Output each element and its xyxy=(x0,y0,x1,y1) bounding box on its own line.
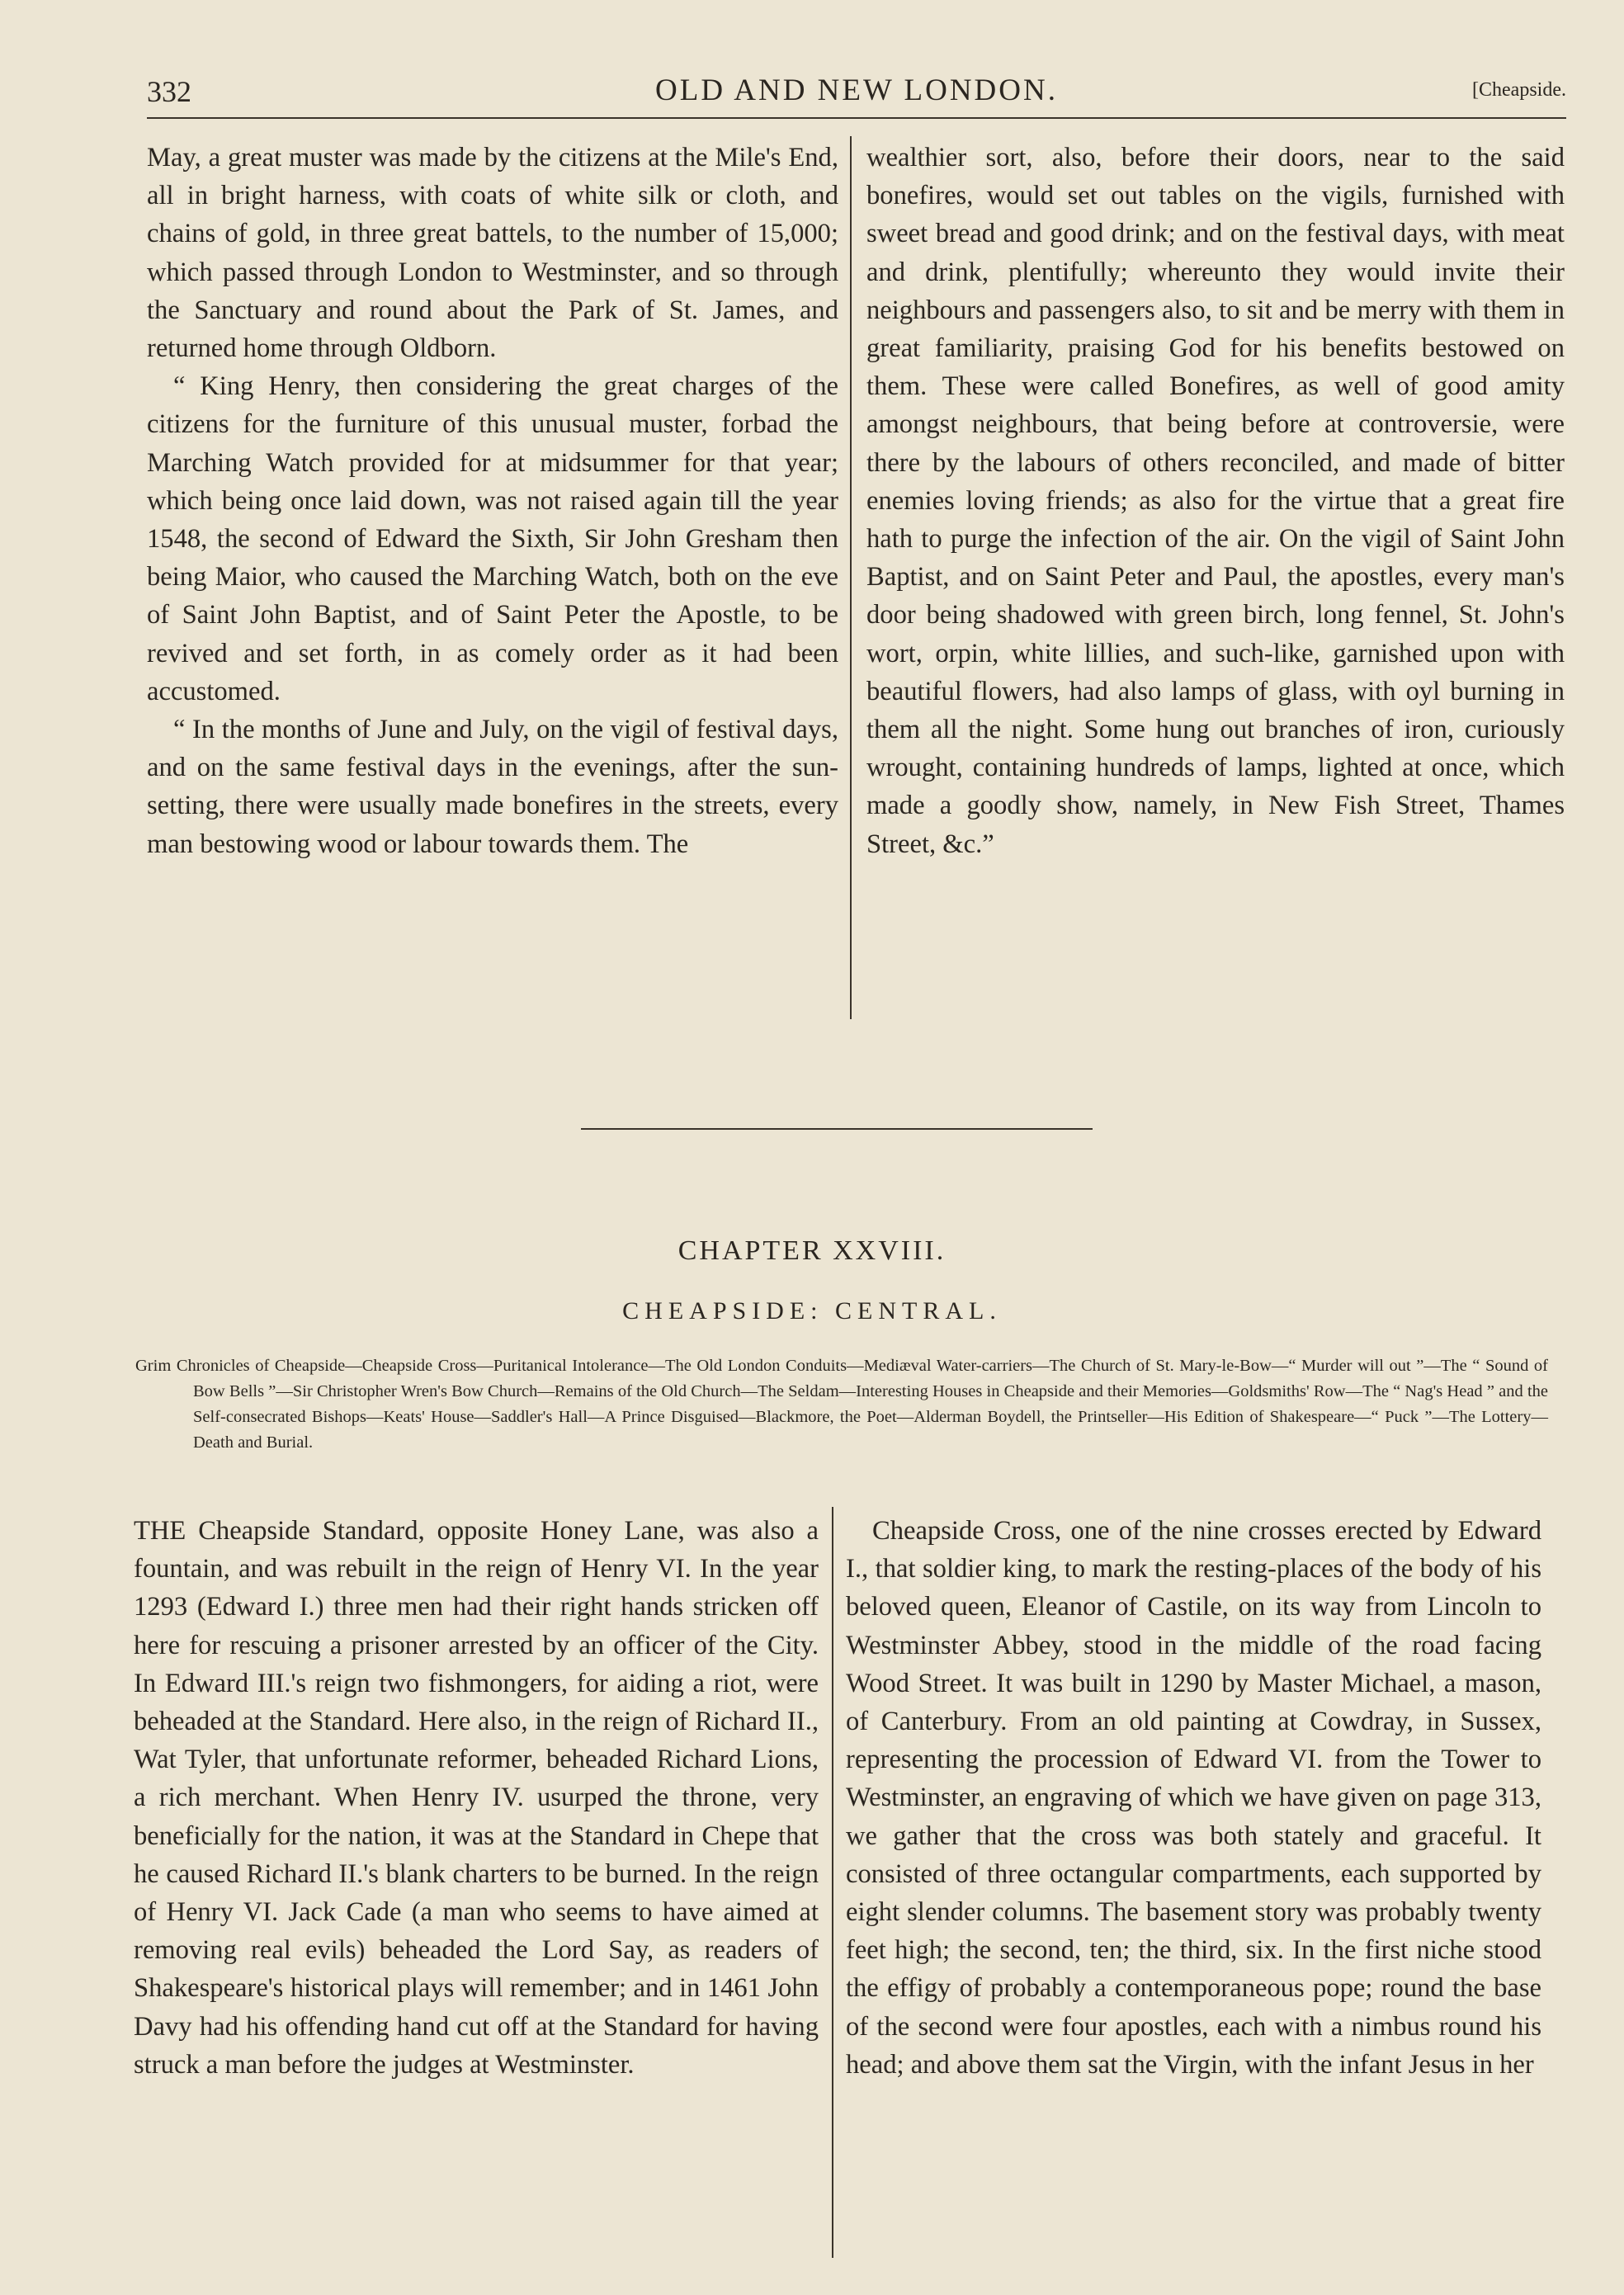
chapter-synopsis xyxy=(135,1353,1548,1456)
paragraph: wealthier sort, also, before their doors, near to the said bonefires, would set out tables on the vigils, furnished with sweet bread and good drink; and on the festival days, with meat and drink, plentifully; whereunto they would invite their neighbours and passengers also, to sit and be merry with them in great familiarity, praising God for his benefits bestowed on them. These were called Bonefires, as well of good amity amongst neighbours, that being before at controversie, were there by the labours of others reconciled, and made of bitter enemies loving friends; as also for the virtue that a great fire hath to purge the infection of the air. On the vigil of Saint John Baptist, and on Saint Peter and Paul, the apostles, every man's door being shadowed with green birch, long fennel, St. John's wort, orpin, white lillies, and such-like, garnished upon with beautiful flowers, had also lamps of glass, with oyl burning in them all the night. Some hung out branches of iron, curiously wrought, containing hundreds of lamps, lighted at once, which made a goodly show, namely, in New Fish Street, Thames Street, &c.” xyxy=(866,143,1565,859)
section-tag: [Cheapside. xyxy=(1472,79,1566,101)
synopsis-text: Grim Chronicles of Cheapside—Cheapside Cross—Puritanical Intolerance—The Old London Conduits—Mediæval Water-carriers—The Church of St. Mary-le-Bow—“ Murder will out ”—The “ Sound of Bow Bells ”—Sir Christopher Wren's Bow Church—Remains of the Old Church—The Seldam—Interesting Houses in Cheapside and their Memories—Goldsmiths' Row—The “ Nag's Head ” and the Self-consecrated Bishops—Keats' House—Saddler's Hall—A Prince Disguised—Blackmore, the Poet—Alderman Boydell, the Printseller—His Edition of Shakespeare—“ Puck ”—The Lottery—Death and Burial. xyxy=(135,1357,1548,1452)
paragraph: THE Cheapside Standard, opposite Honey Lane, was also a fountain, and was rebuilt in the reign of Henry VI. In the year 1293 (Edward I.) three men had their right hands stricken off here for rescuing a prisoner arrested by an officer of the City. In Edward III.'s reign two fishmongers, for aiding a riot, were beheaded at the Standard. Here also, in the reign of Richard II., Wat Tyler, that unfortunate reformer, beheaded Richard Lions, a rich merchant. When Henry IV. usurped the throne, very beneficially for the nation, it was at the Standard in Chepe that he caused Richard II.'s blank charters to be burned. In the reign of Henry VI. Jack Cade (a man who seems to have aimed at removing real evils) beheaded the Lord Say, as readers of Shakespeare's historical plays will remember; and in 1461 John Davy had his offending hand cut off at the Standard for having struck a man before the judges at Westminster. xyxy=(134,1516,819,2080)
paragraph: Cheapside Cross, one of the nine crosses erected by Edward I., that soldier king, to mark the resting-places of the body of his beloved queen, Eleanor of Castile, on its way from Lincoln to Westminster Abbey, stood in the middle of the road facing Wood Street. It was built in 1290 by Master Michael, a mason, of Canterbury. From an old painting at Cowdray, in Sussex, representing the procession of Edward VI. from the Tower to Westminster, an engraving of which we have given on page 313, we gather that the cross was both stately and graceful. It consisted of three octangular compartments, each supported by eight slender columns. The basement story was probably twenty feet high; the second, ten; the third, six. In the first niche stood the effigy of probably a contemporaneous pope; round the base of the second were four apostles, each with a nimbus round his head; and above them sat the Virgin, with the infant Jesus in her xyxy=(846,1516,1541,2080)
header-rule xyxy=(147,117,1566,119)
page-header xyxy=(147,68,1566,117)
chapter-title: CHEAPSIDE: CENTRAL. xyxy=(622,1297,1002,1325)
top-left-column xyxy=(147,139,838,863)
paragraph: “ In the months of June and July, on the vigil of festival days, and on the same festival days in the evenings, after the sun-setting, there were usually made bonefires in the streets, every man bestowing wood or labour towards them. The xyxy=(147,715,838,859)
bottom-left-column xyxy=(134,1512,819,2084)
bottom-right-column xyxy=(846,1512,1541,2084)
column-rule xyxy=(832,1507,833,2258)
column-rule xyxy=(850,136,852,1019)
paragraph: “ King Henry, then considering the great charges of the citizens for the furniture of this unusual muster, forbad the Marching Watch provided for at midsummer for that year; which being once laid down, was not raised again till the year 1548, the second of Edward the Sixth, Sir John Gresham then being Maior, who caused the Marching Watch, both on the eve of Saint John Baptist, and of Saint Peter the Apostle, to be revived and set forth, in as comely order as it had been accustomed. xyxy=(147,371,838,706)
page-number: 332 xyxy=(147,75,191,108)
paragraph: May, a great muster was made by the citizens at the Mile's End, all in bright harness, with coats of white silk or cloth, and chains of gold, in three great battels, to the number of 15,000; which passed through London to Westminster, and so through the Sanctuary and round about the Park of St. James, and returned home through Oldborn. xyxy=(147,143,838,364)
top-right-column xyxy=(866,139,1565,863)
running-title: OLD AND NEW LONDON. xyxy=(655,73,1058,107)
chapter-number: CHAPTER XXVIII. xyxy=(677,1235,947,1266)
section-divider xyxy=(581,1128,1093,1130)
